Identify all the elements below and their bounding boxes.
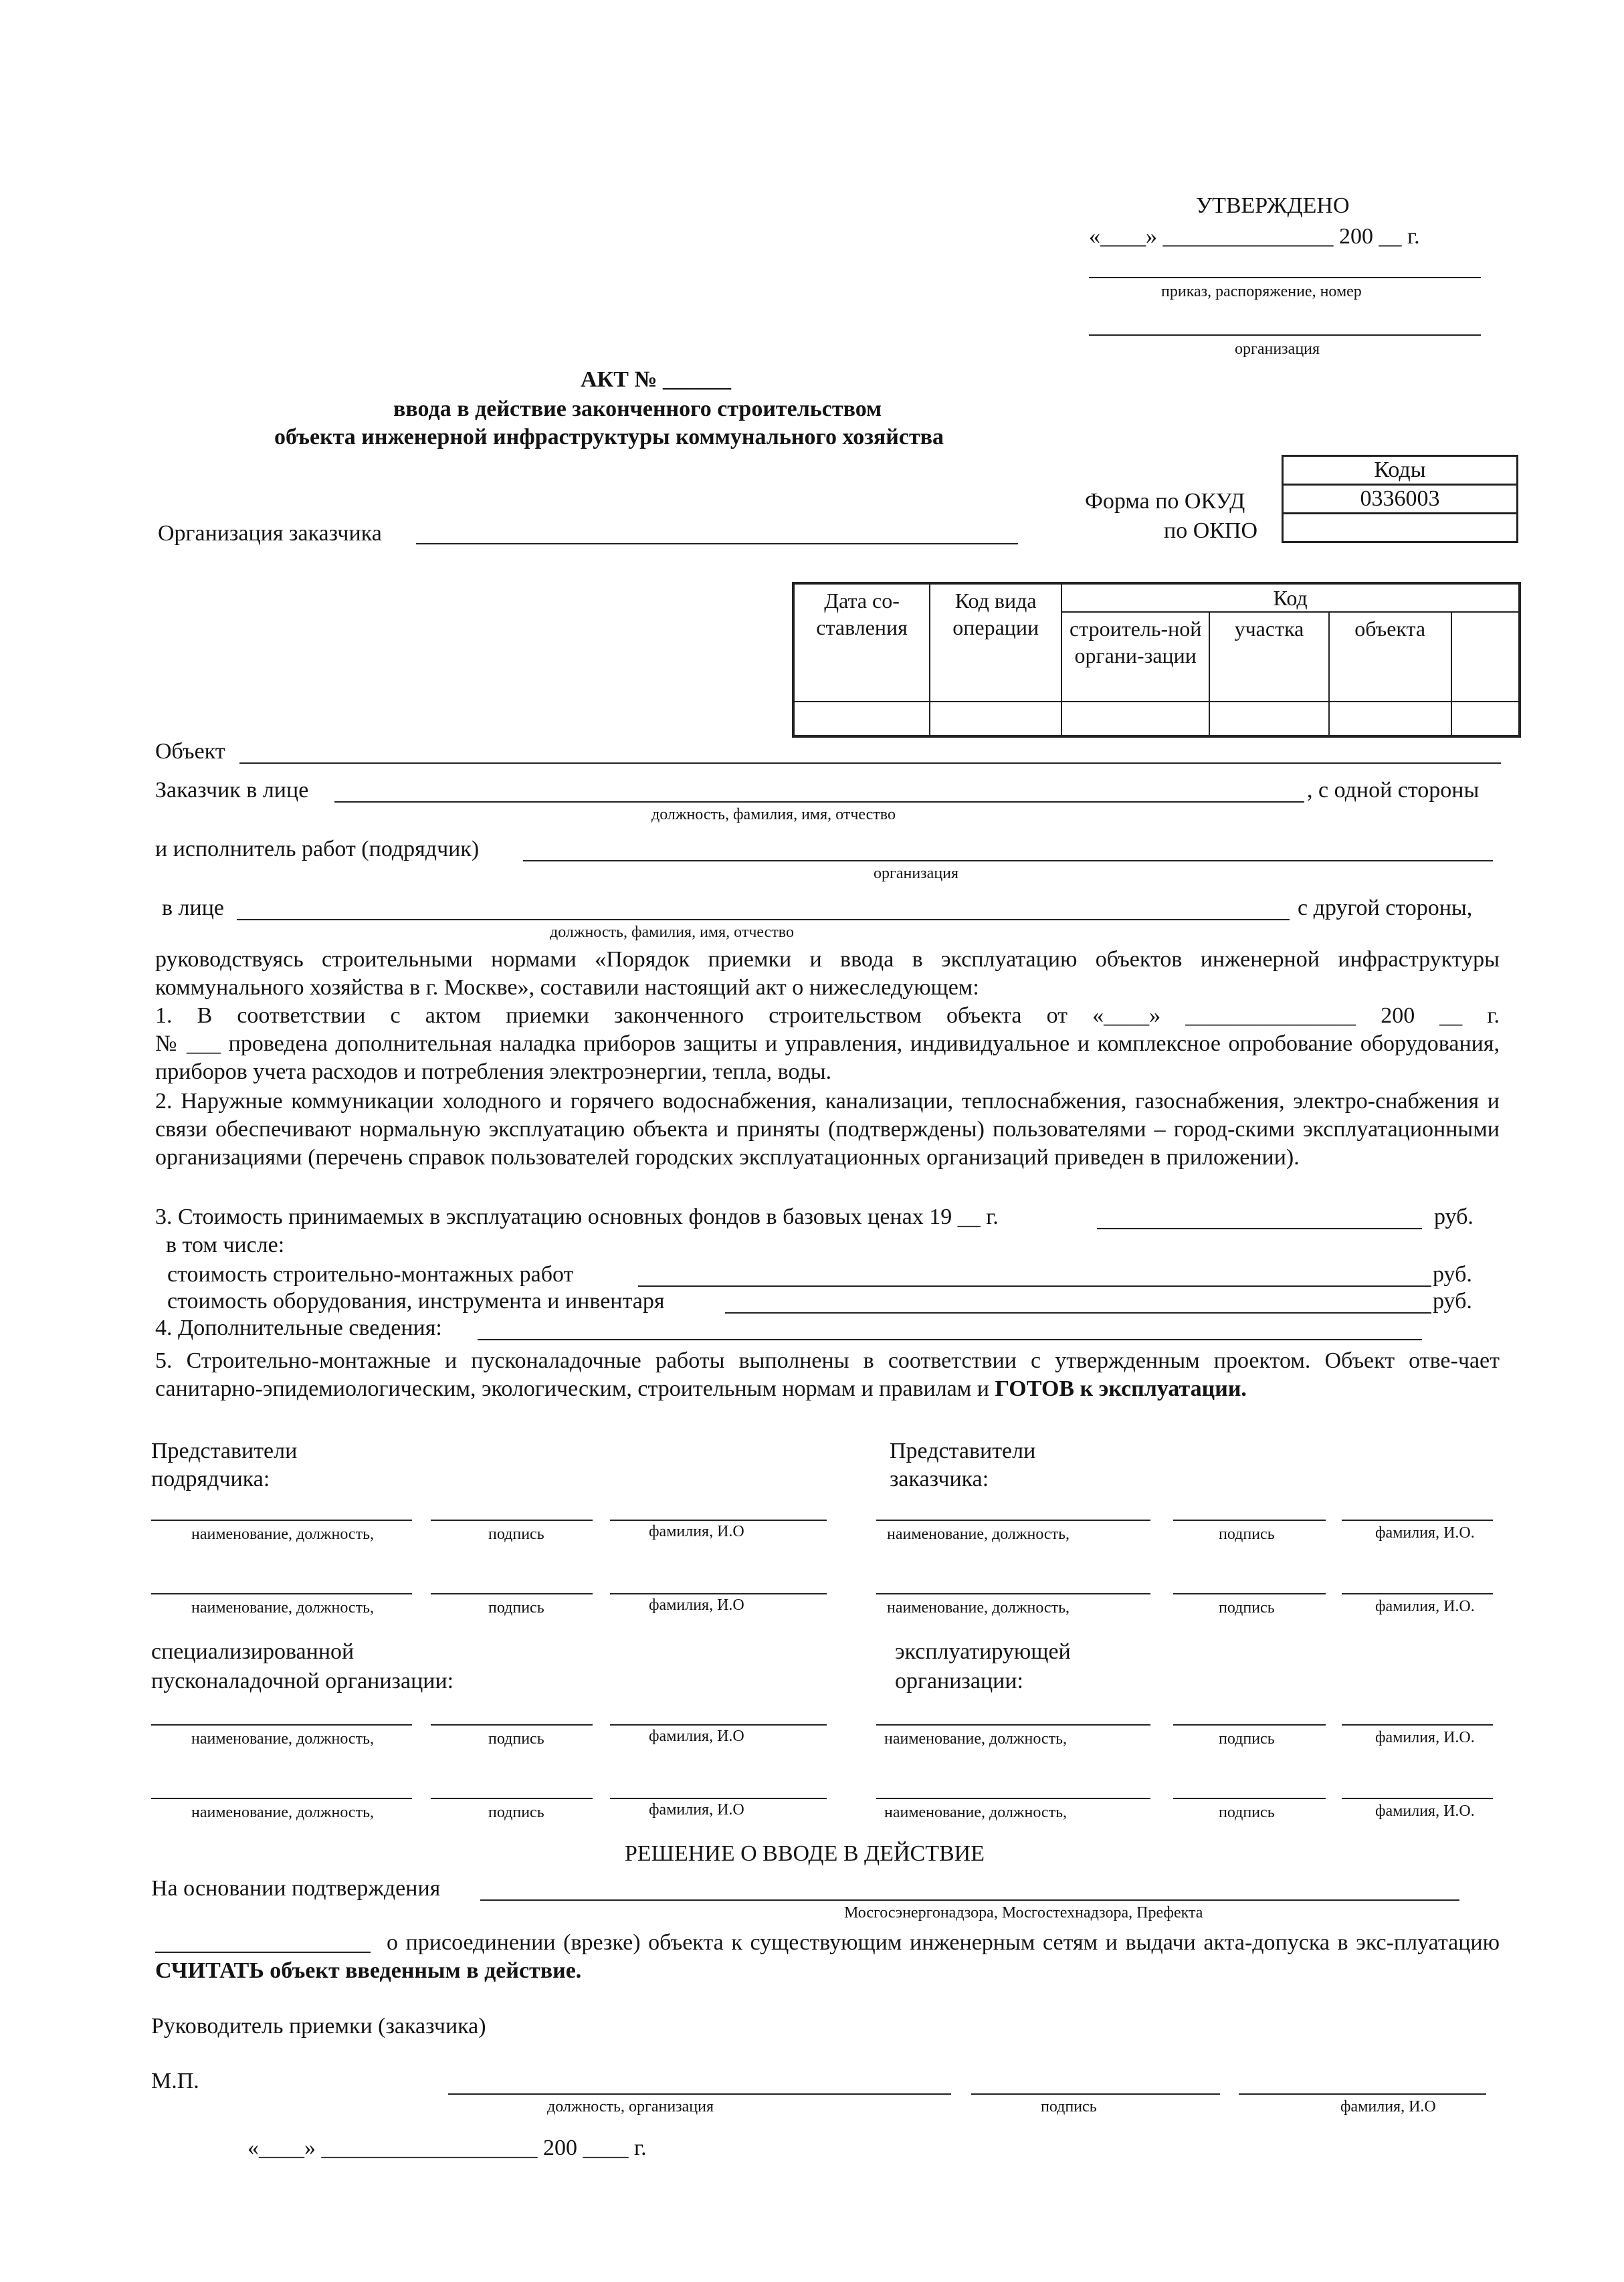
cell-builder bbox=[1061, 702, 1209, 736]
codes-table bbox=[1282, 455, 1518, 543]
decision-title: РЕШЕНИЕ О ВВОДЕ В ДЕЙСТВИЕ bbox=[625, 1841, 985, 1866]
okpo-label: по ОКПО bbox=[1164, 518, 1258, 543]
okud-label: Форма по ОКУД bbox=[1085, 489, 1245, 514]
col-extra bbox=[1451, 612, 1520, 702]
in-person-label: в лице bbox=[162, 896, 225, 920]
including-label: в том числе: bbox=[166, 1233, 285, 1257]
act-subtitle-1: ввода в действие законченного строительством bbox=[393, 397, 882, 421]
object-label: Объект bbox=[155, 739, 225, 764]
customer-org-label: Организация заказчика bbox=[158, 521, 382, 546]
approval-order-caption: приказ, распоряжение, номер bbox=[1161, 283, 1362, 300]
stamp-label: М.П. bbox=[151, 2069, 199, 2093]
customer-reps-title: Представители bbox=[890, 1439, 1036, 1463]
p4-line bbox=[478, 1339, 1422, 1340]
decision-basis-caption: Мосгосэнергонадзора, Мосгостехнадзора, Префекта bbox=[844, 1904, 1203, 1922]
cell-site bbox=[1209, 702, 1329, 736]
cost-equip-rub: руб. bbox=[1433, 1289, 1472, 1314]
customer-suffix: , с одной стороны bbox=[1307, 778, 1480, 803]
cost-equip-line bbox=[725, 1312, 1431, 1314]
decision-conclusion: СЧИТАТЬ объект введенным в действие. bbox=[155, 1958, 582, 1983]
cost-equip-label: стоимость оборудования, инструмента и инвентаря bbox=[167, 1289, 665, 1314]
decision-basis-line bbox=[480, 1899, 1459, 1901]
in-person-line bbox=[237, 919, 1290, 920]
contractor-reps-title: Представители bbox=[151, 1439, 298, 1463]
info-table bbox=[792, 582, 1521, 738]
approval-org-caption: организация bbox=[1235, 340, 1320, 358]
decision-text bbox=[155, 1929, 1500, 1985]
cost-smr-label: стоимость строительно-монтажных работ bbox=[167, 1262, 574, 1287]
other-side-suffix: с другой стороны, bbox=[1298, 896, 1473, 920]
decision-text-main: о присоединении (врезке) объекта к существующим инженерным сетям и выдачи акта-допуска в экс-плуатацию bbox=[387, 1930, 1500, 1955]
act-subtitle-2: объекта инженерной инфраструктуры коммунального хозяйства bbox=[274, 425, 944, 449]
contractor-line bbox=[523, 860, 1493, 861]
cost-smr-line bbox=[638, 1285, 1431, 1287]
special-org-title-2: пусконаладочной организации: bbox=[151, 1669, 454, 1693]
contractor-label: и исполнитель работ (подрядчик) bbox=[155, 837, 480, 861]
ready-statement: ГОТОВ к эксплуатации. bbox=[995, 1376, 1247, 1401]
customer-reps-title-2: заказчика: bbox=[890, 1467, 989, 1491]
paragraph-3: 3. Стоимость принимаемых в эксплуатацию основных фондов в базовых ценах 19 __ г. bbox=[155, 1205, 999, 1229]
approval-org-line bbox=[1089, 334, 1481, 336]
paragraph-1-line1: 1. В соответствии с актом приемки законченного строительством объекта от «____» _______________ 200 __ г. bbox=[155, 1003, 1500, 1028]
cell-extra bbox=[1451, 702, 1520, 736]
cell-object bbox=[1329, 702, 1451, 736]
intro-paragraph: руководствуясь строительными нормами «Порядок приемки и ввода в эксплуатацию объектов инженерной инфраструктуры коммунального хозяйства в г. Москве», составили настоящий акт о нижеследующем: bbox=[155, 947, 1500, 1000]
customer-label: Заказчик в лице bbox=[155, 778, 309, 803]
approval-order-line bbox=[1089, 277, 1481, 278]
cell-operation bbox=[930, 702, 1061, 736]
okud-value: 0336003 bbox=[1283, 485, 1518, 514]
decision-date-line: «____» ___________________ 200 ____ г. bbox=[247, 2136, 647, 2160]
col-date: Дата со-ставления bbox=[793, 583, 930, 702]
operating-org-title-2: организации: bbox=[895, 1669, 1023, 1693]
p3-line bbox=[1097, 1228, 1422, 1229]
approval-title: УТВЕРЖДЕНО bbox=[1196, 193, 1350, 218]
customer-line bbox=[334, 801, 1304, 803]
paragraph-2: 2. Наружные коммуникации холодного и горячего водоснабжения, канализации, теплоснабжения, газоснабжения, электро-снабжения и связи обеспечивают нормальную эксплуатацию объекта и приняты (подтверждены) пользователями – город-скими эксплуатационными организациями (перечень справок пользователей городских эксплуатационных организаций приведен в приложении). bbox=[155, 1089, 1500, 1170]
okpo-value bbox=[1283, 514, 1518, 542]
customer-org-line bbox=[416, 543, 1018, 544]
approval-date-line: «____» _______________ 200 __ г. bbox=[1089, 224, 1420, 249]
contractor-caption: организация bbox=[874, 865, 959, 882]
object-line bbox=[239, 762, 1501, 764]
col-site: участка bbox=[1209, 612, 1329, 702]
contractor-reps-title-2: подрядчика: bbox=[151, 1467, 270, 1491]
col-code: Код bbox=[1061, 583, 1520, 612]
cost-smr-rub: руб. bbox=[1433, 1262, 1472, 1287]
paragraph-1-rest: № ___ проведена дополнительная наладка приборов защиты и управления, индивидуальное и комплексное опробование оборудования, приборов учета расходов и потребления электроэнергии, тепла, воды. bbox=[155, 1031, 1500, 1084]
decision-basis-label: На основании подтверждения bbox=[151, 1876, 441, 1901]
customer-caption: должность, фамилия, имя, отчество bbox=[651, 806, 896, 823]
in-person-caption: должность, фамилия, имя, отчество bbox=[550, 924, 794, 941]
paragraph-4: 4. Дополнительные сведения: bbox=[155, 1316, 442, 1340]
paragraph-5 bbox=[155, 1347, 1500, 1403]
col-operation: Код вида операции bbox=[930, 583, 1061, 702]
paragraph-5-text: 5. Строительно-монтажные и пусконаладочные работы выполнены в соответствии с утвержденным проектом. Объект отве-чает санитарно-эпидемиологическим, экологическим, строительным нормам и правилам и bbox=[155, 1348, 1500, 1401]
codes-header: Коды bbox=[1283, 456, 1518, 485]
head-of-acceptance-label: Руководитель приемки (заказчика) bbox=[151, 2014, 486, 2039]
special-org-title: специализированной bbox=[151, 1639, 354, 1664]
act-title: АКТ № ______ bbox=[581, 367, 732, 392]
operating-org-title: эксплуатирующей bbox=[895, 1639, 1071, 1664]
p3-rub: руб. bbox=[1434, 1205, 1474, 1229]
col-object: объекта bbox=[1329, 612, 1451, 702]
col-builder: строитель-ной органи-зации bbox=[1061, 612, 1209, 702]
cell-date bbox=[793, 702, 930, 736]
